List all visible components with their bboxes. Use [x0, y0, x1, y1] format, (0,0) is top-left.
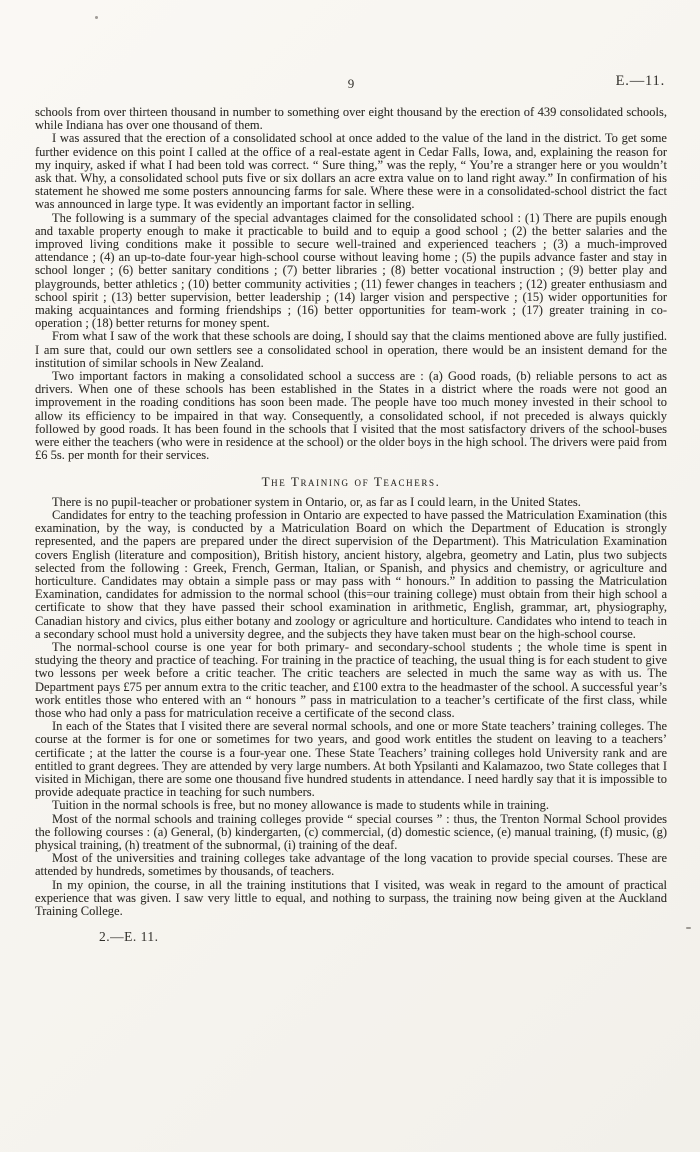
paragraph: The normal-school course is one year for both primary- and secondary-school students ; the whole time is spent in studying the theory and practice of teaching. For training in the practice of teaching, the usual thing is for each student to give two lessons per week before a critic teacher. The critic teachers are selected in much the same way as with us. The Department pays £75 per annum extra to the critic teacher, and £100 extra to the headmaster of the school. A successful year’s work entitles those who entered with an “ honours ” pass in matriculation to a teacher’s certificate of the first class, while those who had only a pass for matriculation receive a certificate of the second class. — [35, 639, 667, 720]
paragraph: There is no pupil-teacher or probationer system in Ontario, or, as far as I could learn, in the United States. — [52, 494, 581, 509]
page-header — [35, 73, 667, 94]
paragraph: Candidates for entry to the teaching profession in Ontario are expected to have passed the Matriculation Examination (this examination, by the way, is conducted by a Matriculation Board on which the Department of Education is strongly represented, and the papers are prepared under the direct supervision of the Department). This Matriculation Examination covers English (literature and composition), British history, ancient history, algebra, geometry and Latin, plus two subjects selected from the following : Greek, French, German, Italian, or Spanish, and physics and chemistry, or agriculture and horticulture. Candidates may obtain a simple pass or may pass with “ honours.” In addition to passing the Matriculation Examination, candidates for admission to the normal school (this=our training college) must obtain from their high school a certificate to show that they have passed their school examination in arithmetic, English, grammar, art, physiography, Canadian history and civics, plus either botany and zoology or agriculture and horticulture. Candidates who intend to teach in a secondary school must hold a university degree, and the subjects they have taken must bear on the high-school course. — [35, 507, 667, 641]
page-footer — [35, 929, 667, 945]
paragraph: Most of the normal schools and training colleges provide “ special courses ” : thus, the Trenton Normal School provides the following courses : (a) General, (b) kindergarten, (c) commercial, (d) domestic science, (e) manual training, (f) music, (g) physical training, (h) treatment of the subnormal, (i) training of the deaf. — [35, 811, 667, 852]
doc-reference: E.—11. — [615, 73, 665, 89]
page-body — [35, 106, 667, 918]
footer-signature: 2.—E. 11. — [99, 929, 159, 945]
paragraph: schools from over thirteen thousand in number to something over eight thousand by the erection of 439 consolidated schools, while Indiana has over one thousand of them. — [35, 105, 667, 133]
paragraph: Two important factors in making a consolidated school a success are : (a) Good roads, (b) reliable persons to act as drivers. When one of these schools has been established in the States in a district where the roads were not good an improvement in the roading conditions has soon been made. The people have too much money invested in their school to allow its efficiency to be impaired in that way. Consequently, a consolidated school, if not preceded is always quickly followed by good roads. It has been found in the schools that I visited that the most satisfactory drivers of the school-buses were either the teachers (who were in residence at the school) or the older boys in the high school. The drivers were paid from £6 5s. per month for their services. — [35, 369, 667, 463]
scan-speck — [686, 927, 691, 929]
paragraph: From what I saw of the work that these schools are doing, I should say that the claims mentioned above are fully justified. I am sure that, could our own settlers see a consolidated school in operation, there would be an insistent demand for the institution of similar schools in New Zealand. — [35, 329, 667, 370]
paragraph: I was assured that the erection of a consolidated school at once added to the value of the land in the district. To get some further evidence on this point I called at the office of a real-estate agent in Cedar Falls, Iowa, and, explaining the reason for my inquiry, asked if what I had been told was correct. “ Sure thing,” was the reply, “ You’re a stranger here or you wouldn’t ask that. Why, a consolidated school puts five or six dollars an acre extra value on to land right away.” In confirmation of his statement he showed me some posters announcing farms for sale. Where these were in a consolidated-school district the fact was announced in large type. It was evidently an important factor in selling. — [35, 131, 667, 212]
page-number: 9 — [347, 76, 355, 91]
section-heading: The Training of Teachers. — [261, 474, 441, 490]
paragraph: Tuition in the normal schools is free, but no money allowance is made to students while in training. — [52, 798, 550, 813]
paragraph: Most of the universities and training colleges take advantage of the long vacation to provide special courses. These are attended by hundreds, sometimes by thousands, of teachers. — [35, 851, 667, 879]
scan-speck — [95, 16, 98, 19]
paragraph: In my opinion, the course, in all the training institutions that I visited, was weak in regard to the amount of practical experience that was given. I saw very little to equal, and nothing to surpass, the training now being given at the Auckland Training College. — [35, 877, 667, 918]
paragraph: In each of the States that I visited there are several normal schools, and one or more State teachers’ training colleges. The course at the former is for one or sometimes for two years, and good work entitles the student on leaving to a teachers’ certificate ; at the latter the course is a four-year one. These State Teachers’ training colleges hold University rank and are entitled to grant degrees. They are attended by very large numbers. At both Ypsilanti and Kalamazoo, two State colleges that I visited in Michigan, there are some one thousand five hundred students in attendance. I need hardly say that it is impossible to provide adequate practice in teaching for such numbers. — [35, 719, 667, 800]
paragraph: The following is a summary of the special advantages claimed for the consolidated school : (1) There are pupils enough and taxable property enough to make it practicable to build and to equip a good school ; (2) the better salaries and the improved living conditions make it possible to secure well-trained and experienced teachers ; (3) a much-improved attendance ; (4) an up-to-date four-year high-school course without leaving home ; (5) the pupils advance faster and stay in school longer ; (6) better sanitary conditions ; (7) better libraries ; (8) better vocational instruction ; (9) better play and playgrounds, better athletics ; (10) better community activities ; (11) fewer changes in teachers ; (12) greater enthusiasm and school spirit ; (13) better supervision, better leadership ; (14) larger vision and perspective ; (15) wider opportunities for making acquaintances and forming friendships ; (16) better opportunities for team-work ; (17) greater training in co-operation ; (18) better returns for money spent. — [35, 210, 667, 331]
